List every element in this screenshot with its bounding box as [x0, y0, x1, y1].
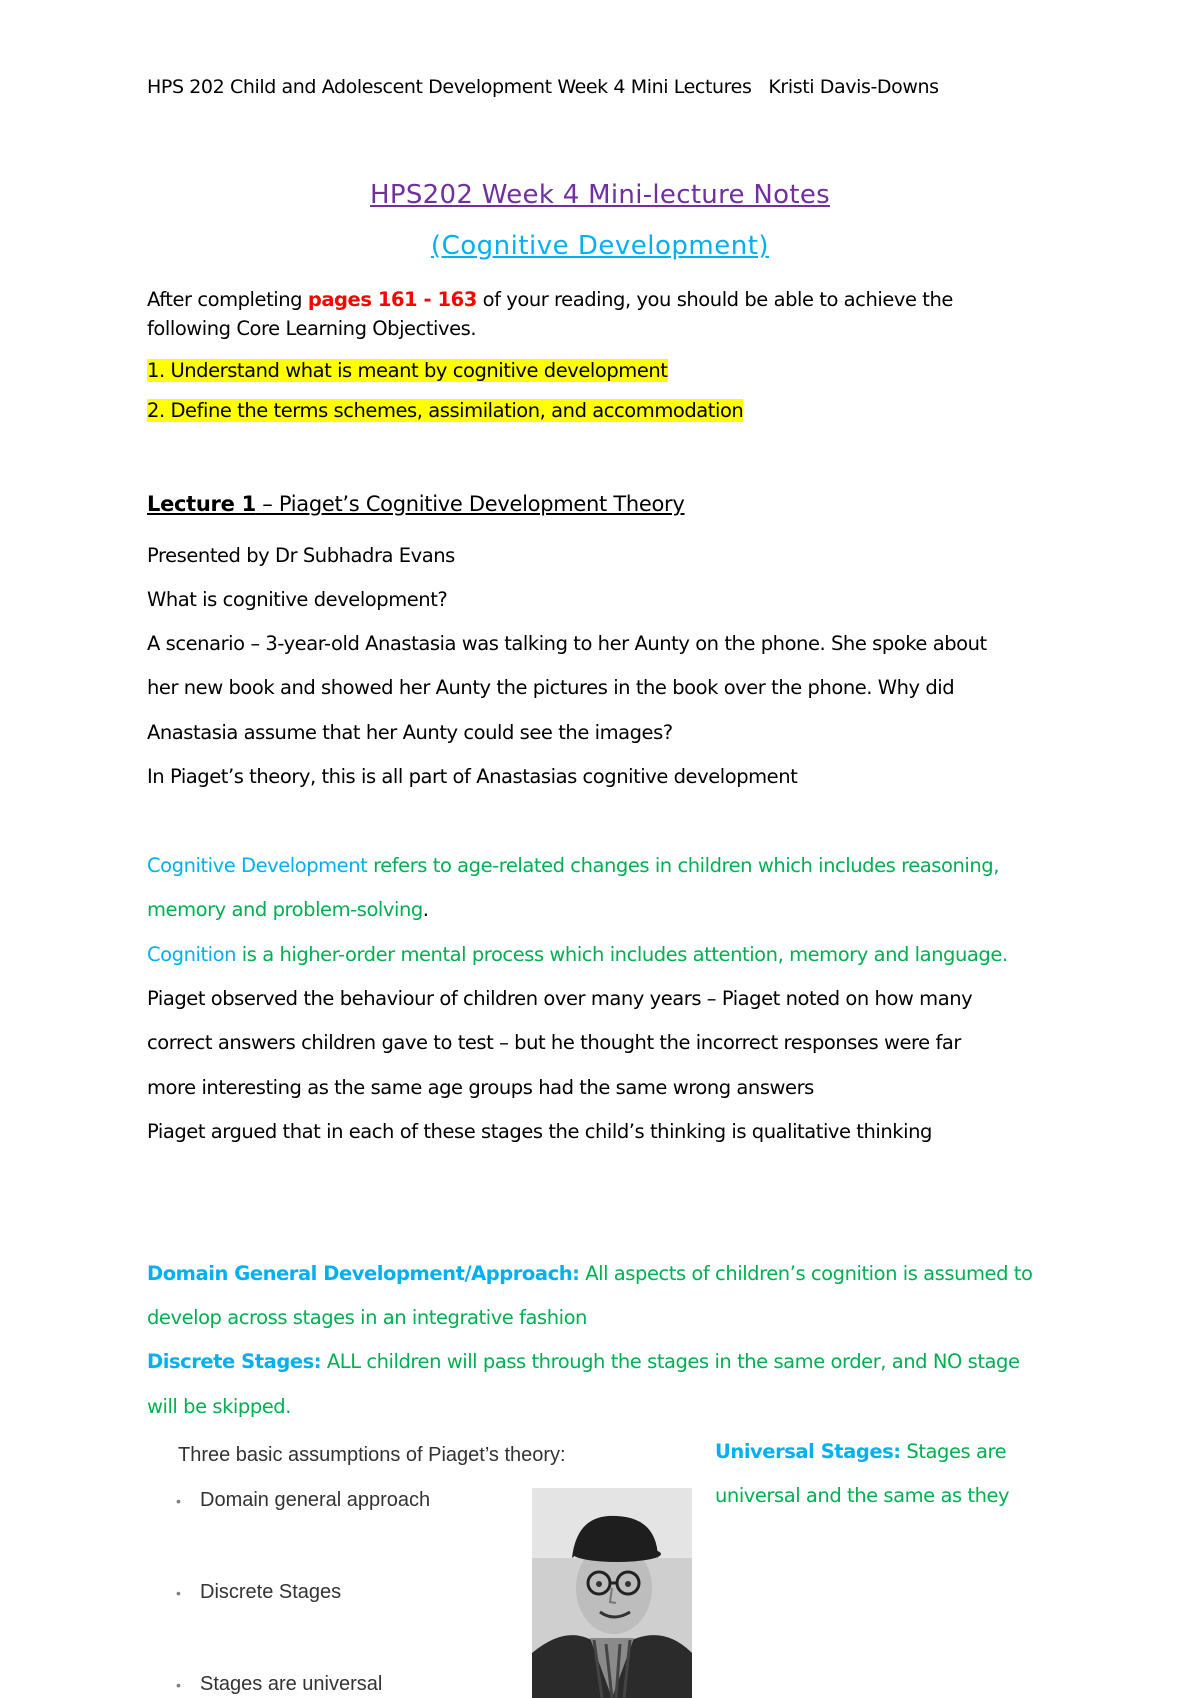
intro-text-after: of your reading, you should be able to achieve the [476, 288, 953, 311]
lecture-title: – Piaget’s Cognitive Development Theory [255, 492, 685, 516]
bullet-icon: • [176, 1492, 181, 1509]
portrait-photo-icon [532, 1488, 692, 1698]
intro-text: After completing [147, 288, 308, 311]
question: What is cognitive development? [147, 588, 448, 611]
definition-text: develop across stages in an integrative fashion [147, 1306, 587, 1329]
definition-text: All aspects of children’s cognition is assumed to [579, 1262, 1033, 1285]
objective-text: 2. Define the terms schemes, assimilation, and accommodation [147, 399, 744, 422]
term: Universal Stages: [715, 1440, 901, 1463]
bullet-text: Domain general approach [200, 1489, 431, 1511]
bullet-text: Stages are universal [200, 1673, 383, 1695]
objective-1 [147, 359, 668, 382]
term: Cognition [147, 943, 237, 966]
definition-text: Stages are [900, 1440, 1007, 1463]
definition-cognitive-development-cont [147, 898, 429, 921]
lecture-heading [147, 492, 685, 516]
page-header: HPS 202 Child and Adolescent Development Week 4 Mini Lectures Kristi Davis-Downs [147, 76, 939, 98]
bullet-text: Discrete Stages [200, 1581, 342, 1603]
slide-bullet [176, 1673, 382, 1696]
scenario-line: her new book and showed her Aunty the pictures in the book over the phone. Why did [147, 676, 955, 699]
document-title: HPS202 Week 4 Mini-lecture Notes [370, 180, 830, 210]
term: Discrete Stages: [147, 1350, 322, 1373]
piaget-line: more interesting as the same age groups had the same wrong answers [147, 1076, 814, 1099]
definition-text: is a higher-order mental process which includes attention, memory and language. [236, 943, 1008, 966]
intro-pages: pages 161 - 163 [307, 288, 477, 311]
scenario-line: Anastasia assume that her Aunty could see the images? [147, 721, 673, 744]
intro-line-2: following Core Learning Objectives. [147, 317, 477, 340]
definition-text: will be skipped. [147, 1395, 291, 1418]
objective-text: 1. Understand what is meant by cognitive development [147, 359, 668, 382]
document-subtitle: (Cognitive Development) [430, 231, 770, 261]
intro-line-1 [147, 288, 953, 311]
assumption-domain [147, 1262, 1032, 1285]
term: Cognitive Development [147, 854, 368, 877]
slide-heading: Three basic assumptions of Piaget’s theory: [178, 1444, 566, 1466]
term: Domain General Development/Approach: [147, 1262, 580, 1285]
assumption-discrete [147, 1350, 1020, 1373]
assumption-discrete-cont [147, 1395, 291, 1418]
definition-text: refers to age-related changes in children which includes reasoning, [367, 854, 999, 877]
presenter: Presented by Dr Subhadra Evans [147, 544, 455, 567]
slide-bullet [176, 1581, 341, 1604]
assumption-domain-cont [147, 1306, 587, 1329]
bullet-icon: • [176, 1676, 181, 1693]
definition-text: ALL children will pass through the stages in the same order, and NO stage [321, 1350, 1020, 1373]
piaget-line: Piaget argued that in each of these stages the child’s thinking is qualitative thinking [147, 1120, 932, 1143]
period: . [422, 898, 429, 921]
definition-text: memory and problem-solving [147, 898, 423, 921]
bullet-icon: • [176, 1584, 181, 1601]
definition-cognition [147, 943, 1008, 966]
lecture-label: Lecture 1 [147, 492, 256, 516]
definition-cognitive-development [147, 854, 999, 877]
objective-2 [147, 399, 743, 422]
scenario-line: In Piaget’s theory, this is all part of Anastasias cognitive development [147, 765, 798, 788]
assumption-universal [715, 1440, 1006, 1463]
slide-bullet [176, 1489, 430, 1512]
definition-text: universal and the same as they [715, 1484, 1010, 1507]
scenario-line: A scenario – 3-year-old Anastasia was talking to her Aunty on the phone. She spoke about [147, 632, 987, 655]
piaget-line: correct answers children gave to test – but he thought the incorrect responses were far [147, 1031, 961, 1054]
assumption-universal-cont [715, 1484, 1009, 1507]
piaget-line: Piaget observed the behaviour of children over many years – Piaget noted on how many [147, 987, 973, 1010]
